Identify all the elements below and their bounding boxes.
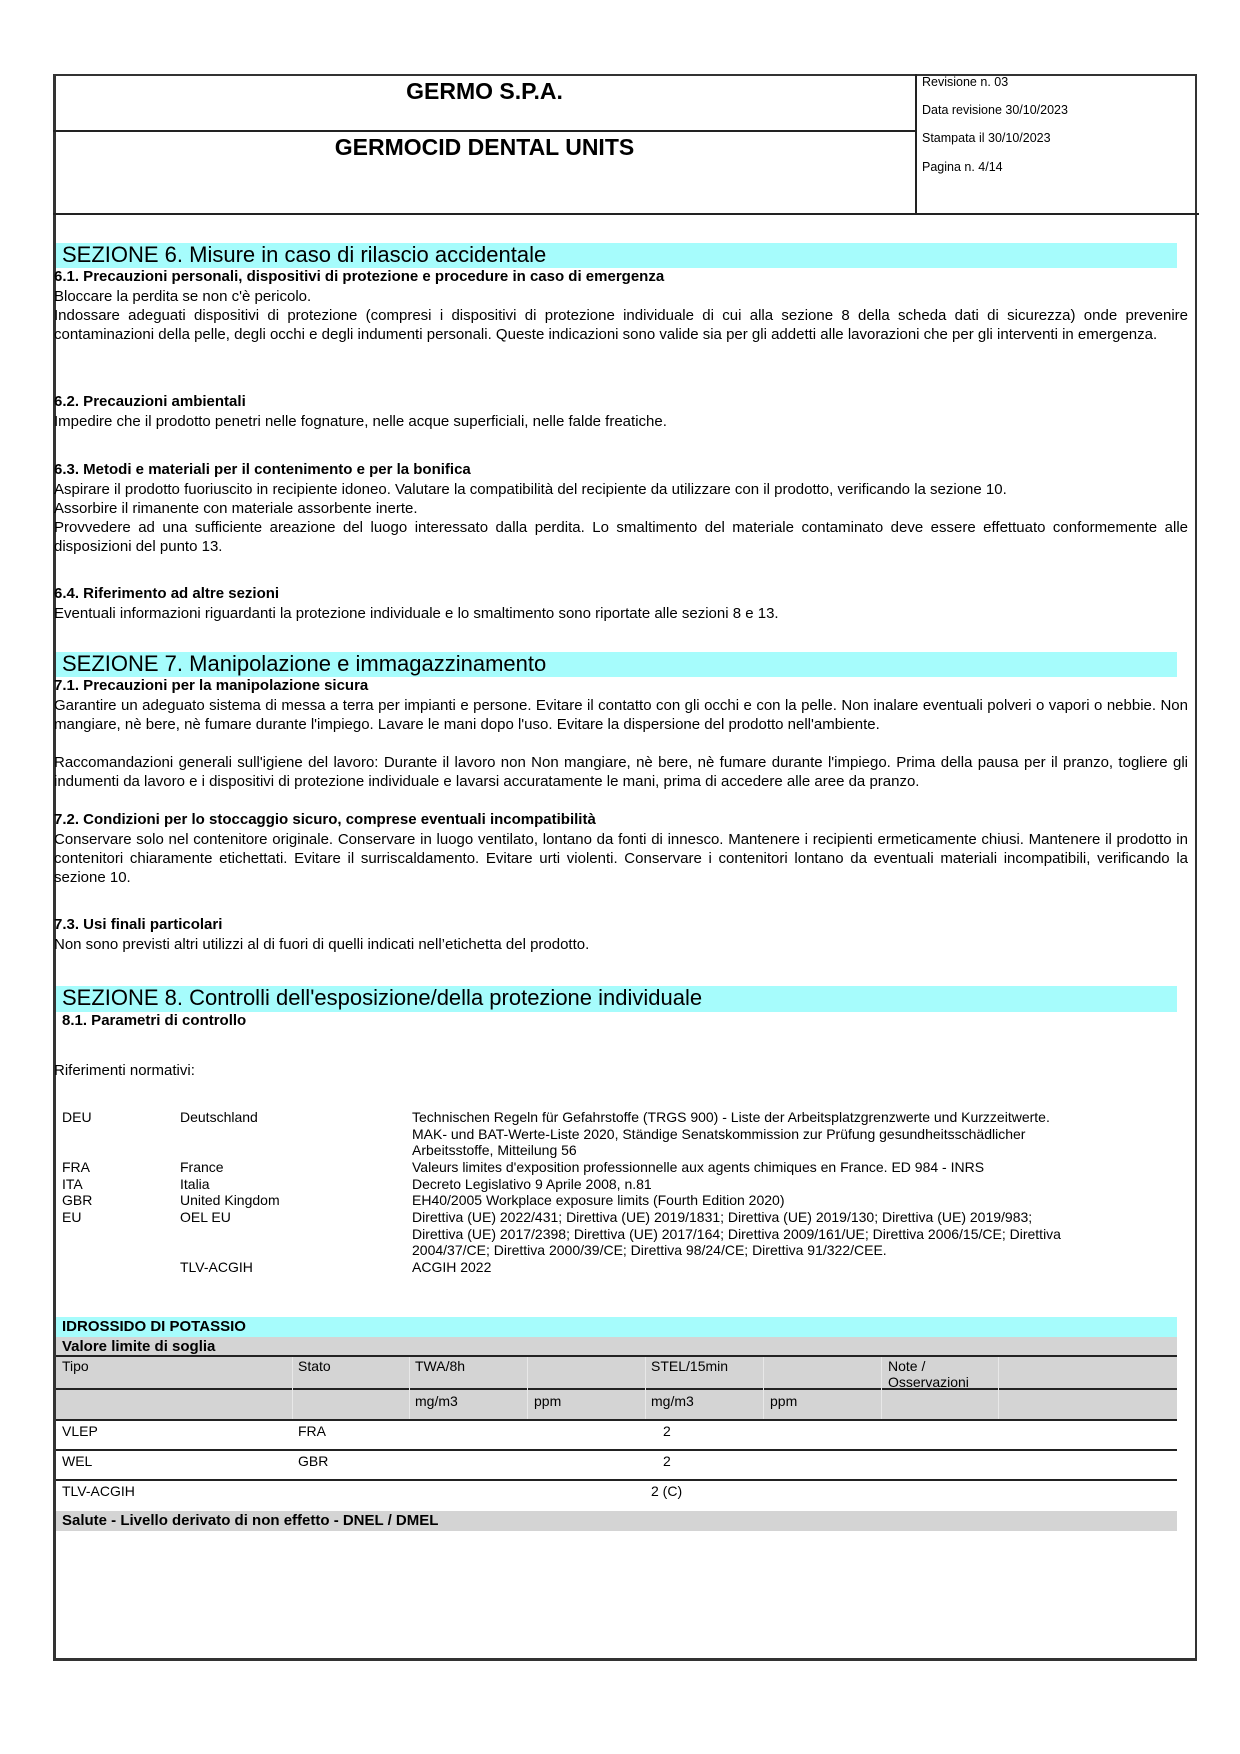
column-separator: [763, 1357, 764, 1419]
subsection-6-2-body: [54, 412, 1188, 431]
ref-description: Direttiva (UE) 2022/431; Direttiva (UE) 2019/1831; Direttiva (UE) 2019/130; Direttiva (UE) 2019/983;: [412, 1209, 1033, 1225]
ref-code: GBR: [62, 1192, 93, 1208]
paragraph: Indossare adeguati dispositivi di protezione (compresi i dispositivi di protezione individuale di cui alla sezione 8 della scheda dati di sicurezza) onde prevenire contaminazioni della pelle, degli occhi e degli indumenti personali. Queste indicazioni sono valide sia per gli addetti alle lavorazioni che per gli interventi in emergenza.: [54, 307, 1188, 343]
unit-stel-mg: mg/m3: [651, 1393, 694, 1409]
subsection-7-3-heading: 7.3. Usi finali particolari: [54, 916, 223, 933]
column-header-note: Note /: [888, 1358, 926, 1374]
subsection-6-4-body: [54, 604, 1188, 623]
subsection-6-2-heading: 6.2. Precauzioni ambientali: [54, 393, 246, 410]
paragraph: Eventuali informazioni riguardanti la protezione individuale e lo smaltimento sono riportate alle sezioni 8 e 13.: [54, 605, 779, 622]
column-separator: [998, 1357, 999, 1419]
ref-description: 2004/37/CE; Direttiva 2000/39/CE; Direttiva 98/24/CE; Direttiva 91/322/CEE.: [412, 1242, 887, 1258]
unit-twa-mg: mg/m3: [415, 1393, 458, 1409]
paragraph: Provvedere ad una sufficiente areazione del luogo interessato dalla perdita. Lo smaltimento del materiale contaminato deve essere effettuato conformemente alle disposizioni del punto 13.: [54, 519, 1188, 555]
section-8-title: SEZIONE 8. Controlli dell'esposizione/della protezione individuale: [62, 985, 703, 1010]
table-title: Valore limite di soglia: [62, 1338, 216, 1355]
unit-twa-ppm: ppm: [534, 1393, 562, 1409]
print-date: Stampata il 30/10/2023: [922, 131, 1051, 145]
column-header-note: Osservazioni: [888, 1374, 969, 1390]
ref-description: Decreto Legislativo 9 Aprile 2008, n.81: [412, 1176, 652, 1192]
column-separator: [292, 1357, 293, 1419]
subsection-6-4-heading: 6.4. Riferimento ad altre sezioni: [54, 585, 280, 602]
ref-description: Valeurs limites d'exposition professionnelle aux agents chimiques en France. ED 984 - INRS: [412, 1159, 985, 1175]
ref-country: United Kingdom: [180, 1192, 280, 1208]
paragraph: Garantire un adeguato sistema di messa a terra per impianti e persone. Evitare il contatto con gli occhi e con la pelle. Non inalare eventuali polveri o vapori o nebbie. Non mangiare, nè bere, nè fumare durante l'impiego. Lavare le mani dopo l'uso. Evitare la dispersione del prodotto nell'ambiente.: [54, 697, 1188, 733]
ref-code: FRA: [62, 1159, 90, 1175]
ref-country: OEL EU: [180, 1209, 231, 1225]
ref-description: Arbeitsstoffe, Mitteilung 56: [412, 1142, 577, 1158]
header-divider: [53, 213, 1199, 215]
substance-name: IDROSSIDO DI POTASSIO: [62, 1318, 246, 1335]
column-separator: [409, 1357, 410, 1419]
company-name: GERMO S.P.A.: [406, 78, 563, 104]
table-rule: [56, 1388, 1177, 1390]
references-label: Riferimenti normativi:: [54, 1062, 195, 1079]
paragraph: Bloccare la perdita se non c'è pericolo.: [54, 288, 312, 305]
subsection-7-1-body: [54, 696, 1188, 791]
table-rule: [56, 1355, 1177, 1357]
paragraph: Impedire che il prodotto penetri nelle fognature, nelle acque superficiali, nelle falde freatiche.: [54, 413, 667, 430]
ref-country: France: [180, 1159, 224, 1175]
unit-stel-ppm: ppm: [770, 1393, 798, 1409]
ref-country: Italia: [180, 1176, 210, 1192]
ref-description: MAK- und BAT-Werte-Liste 2020, Ständige Senatskommission zur Prüfung gesundheitsschädlicher: [412, 1126, 1026, 1142]
cell-stato: GBR: [298, 1453, 329, 1469]
product-name: GERMOCID DENTAL UNITS: [334, 134, 635, 160]
table-rule: [56, 1449, 1177, 1451]
subsection-6-3-body: [54, 480, 1188, 556]
column-separator: [645, 1357, 646, 1419]
column-header-stato: Stato: [298, 1358, 331, 1374]
ref-code: EU: [62, 1209, 82, 1225]
subsection-7-2-heading: 7.2. Condizioni per lo stoccaggio sicuro, comprese eventuali incompatibilità: [54, 811, 596, 828]
page-number: Pagina n. 4/14: [922, 160, 1003, 174]
section-6-title: SEZIONE 6. Misure in caso di rilascio accidentale: [62, 242, 547, 267]
subsection-6-3-heading: 6.3. Metodi e materiali per il contenimento e per la bonifica: [54, 461, 471, 478]
table-title-band: [56, 1337, 1177, 1356]
subsection-7-2-body: [54, 830, 1188, 887]
table-rule: [56, 1419, 1177, 1421]
cell-stel-mg: 2 (C): [651, 1483, 683, 1499]
ref-country: Deutschland: [180, 1109, 258, 1125]
subsection-8-1-heading: 8.1. Parametri di controllo: [62, 1012, 247, 1029]
dnel-title: Salute - Livello derivato di non effetto - DNEL / DMEL: [62, 1512, 439, 1529]
header-divider: [53, 130, 916, 132]
subsection-6-1-body: [54, 287, 1188, 344]
ref-code: ITA: [62, 1176, 83, 1192]
ref-country: TLV-ACGIH: [180, 1259, 253, 1275]
column-separator: [881, 1357, 882, 1419]
subsection-6-1-heading: 6.1. Precauzioni personali, dispositivi di protezione e procedure in caso di emergenza: [54, 268, 665, 285]
cell-stel-mg: 2: [663, 1453, 671, 1469]
paragraph: Non sono previsti altri utilizzi al di fuori di quelli indicati nell’etichetta del prodotto.: [54, 936, 590, 953]
revision-date: Data revisione 30/10/2023: [922, 103, 1068, 117]
paragraph: Aspirare il prodotto fuoriuscito in recipiente idoneo. Valutare la compatibilità del recipiente da utilizzare con il prodotto, verificando la sezione 10.: [54, 481, 1007, 498]
cell-tipo: WEL: [62, 1453, 93, 1469]
column-header-stel: STEL/15min: [651, 1358, 729, 1374]
column-header-twa: TWA/8h: [415, 1358, 466, 1374]
column-header-tipo: Tipo: [62, 1358, 89, 1374]
section-7-title: SEZIONE 7. Manipolazione e immagazzinamento: [62, 651, 547, 676]
subsection-7-3-body: [54, 935, 1188, 954]
spacer: [54, 734, 1188, 753]
ref-code: DEU: [62, 1109, 92, 1125]
table-rule: [56, 1479, 1177, 1481]
ref-description: Direttiva (UE) 2017/2398; Direttiva (UE) 2017/164; Direttiva 2009/161/UE; Direttiva 2006/15/CE; Direttiva: [412, 1226, 1061, 1242]
paragraph: Assorbire il rimanente con materiale assorbente inerte.: [54, 500, 418, 517]
ref-description: Technischen Regeln für Gefahrstoffe (TRGS 900) - Liste der Arbeitsplatzgrenzwerte und Kurzzeitwerte.: [412, 1109, 1050, 1125]
paragraph: Conservare solo nel contenitore originale. Conservare in luogo ventilato, lontano da fonti di innesco. Mantenere i recipienti ermeticamente chiusi. Mantenere il prodotto in contenitori chiaramente etichettati. Evitare il surriscaldamento. Evitare urti violenti. Conservare i contenitori lontano da eventuali materiali incompatibili, verificando la sezione 10.: [54, 831, 1188, 886]
paragraph: Raccomandazioni generali sull'igiene del lavoro: Durante il lavoro non Non mangiare, nè bere, nè fumare durante l'impiego. Prima della pausa per il pranzo, togliere gli indumenti da lavoro e i dispositivi di protezione individuale e lavarsi accuratamente le mani, prima di accedere alle aree da pranzo.: [54, 754, 1188, 790]
ref-description: EH40/2005 Workplace exposure limits (Fourth Edition 2020): [412, 1192, 785, 1208]
cell-stel-mg: 2: [663, 1423, 671, 1439]
cell-tipo: VLEP: [62, 1423, 98, 1439]
revision-number: Revisione n. 03: [922, 75, 1009, 89]
cell-tipo: TLV-ACGIH: [62, 1483, 135, 1499]
ref-description: ACGIH 2022: [412, 1259, 492, 1275]
cell-stato: FRA: [298, 1423, 326, 1439]
column-separator: [527, 1357, 528, 1419]
subsection-7-1-heading: 7.1. Precauzioni per la manipolazione sicura: [54, 677, 369, 694]
